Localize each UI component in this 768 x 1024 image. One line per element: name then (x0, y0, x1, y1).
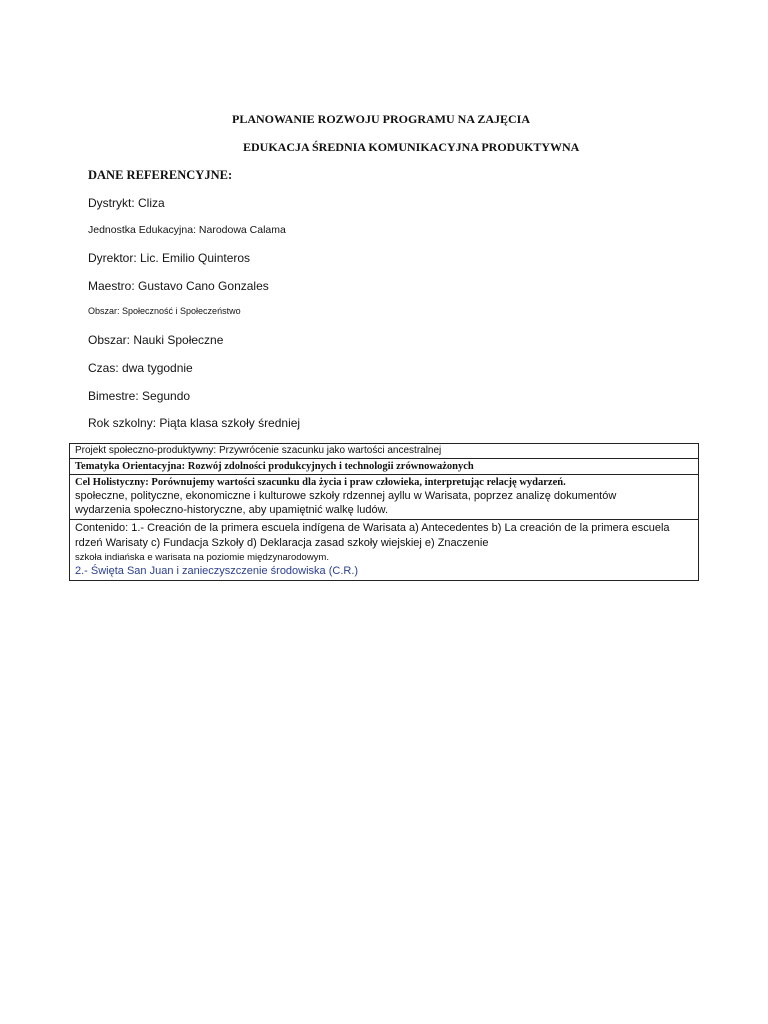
table-row-project: Projekt społeczno-produktywny: Przywrócenie szacunku jako wartości ancestralnej (70, 444, 698, 459)
table-row-content (70, 520, 698, 580)
objective-line: wydarzenia społeczno-historyczne, aby upamiętnić walkę ludów. (75, 504, 389, 516)
field-time: Czas: dwa tygodnie (88, 361, 193, 375)
table-row-objective (70, 475, 698, 520)
objective-heading: Cel Holistyczny: Porównujemy wartości szacunku dla życia i praw człowieka, interpretując relację wydarzeń. (75, 477, 566, 488)
field-area-science: Obszar: Nauki Społeczne (88, 333, 224, 347)
content-line-topic-2: 2.- Święta San Juan i zanieczyszczenie środowiska (C.R.) (75, 565, 359, 577)
document-title: PLANOWANIE ROZWOJU PROGRAMU NA ZAJĘCIA (232, 112, 531, 126)
content-line: Contenido: 1.- Creación de la primera escuela indígena de Warisata a) Antecedentes b) La creación de la primera escuela (75, 522, 670, 534)
field-bimester: Bimestre: Segundo (88, 389, 191, 403)
content-line: rdzeń Warisaty c) Fundacja Szkoły d) Deklaracja zasad szkoły wiejskiej e) Znaczenie (75, 537, 489, 549)
field-school-year: Rok szkolny: Piąta klasa szkoły średniej (88, 416, 301, 430)
table-row-theme: Tematyka Orientacyjna: Rozwój zdolności produkcyjnych i technologii zrównoważonych (70, 459, 698, 475)
field-teacher: Maestro: Gustavo Cano Gonzales (88, 279, 269, 293)
field-district: Dystrykt: Cliza (88, 196, 165, 210)
document-subtitle: EDUKACJA ŚREDNIA KOMUNIKACYJNA PRODUKTYWNA (243, 140, 580, 154)
content-line: szkoła indiańska e warisata na poziomie międzynarodowym. (75, 552, 329, 563)
objective-line: społeczne, polityczne, ekonomiczne i kulturowe szkoły rdzennej ayllu w Warisata, poprzez analizę dokumentów (75, 490, 617, 502)
field-director: Dyrektor: Lic. Emilio Quinteros (88, 251, 251, 265)
reference-heading: DANE REFERENCYJNE: (88, 168, 233, 182)
field-unit: Jednostka Edukacyjna: Narodowa Calama (88, 224, 286, 236)
field-area-community: Obszar: Społeczność i Społeczeństwo (88, 306, 241, 316)
plan-table (69, 443, 699, 581)
